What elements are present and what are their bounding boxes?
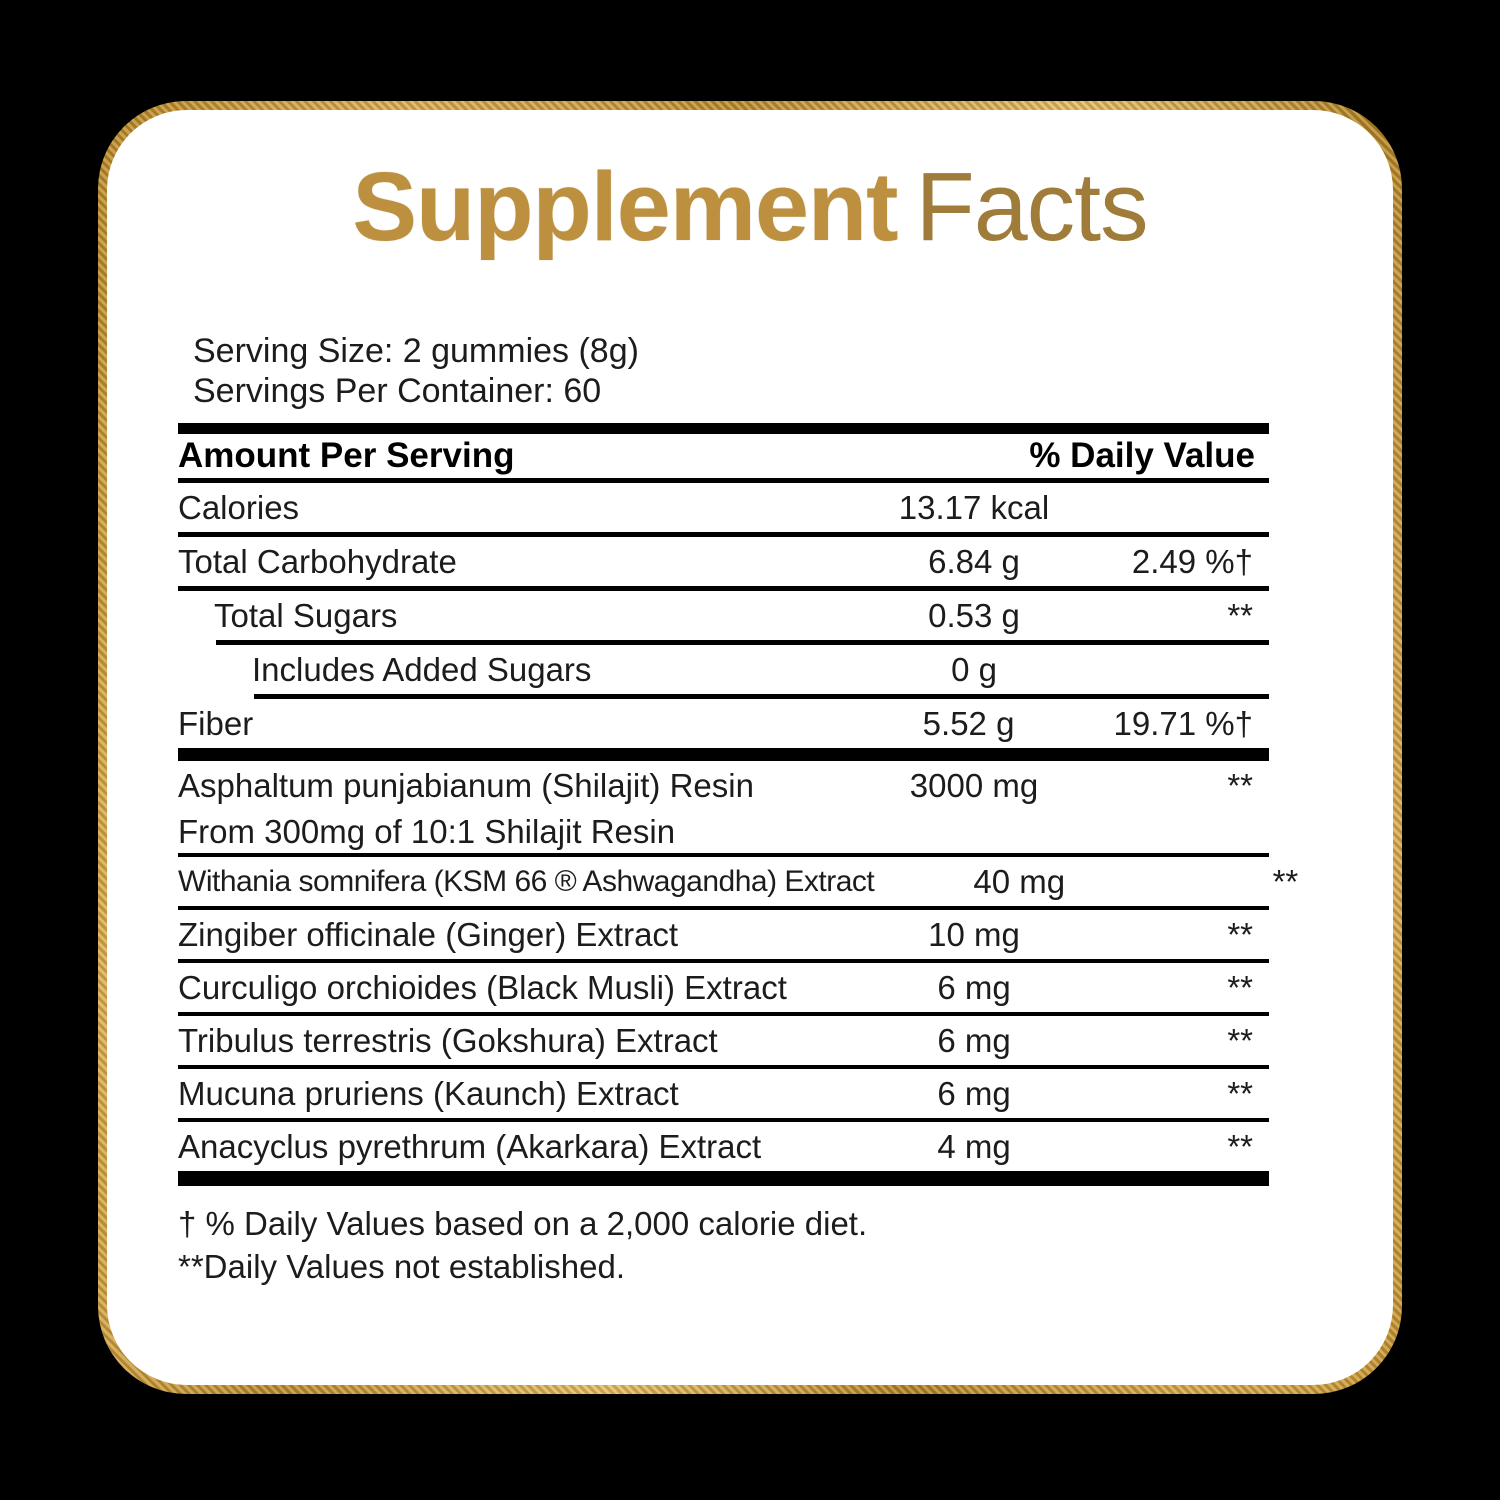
servings-per-container: Servings Per Container: 60 bbox=[193, 372, 602, 410]
nutrient-name: Total Carbohydrate bbox=[178, 542, 457, 580]
nutrient-amount: 6 mg bbox=[937, 1021, 1011, 1059]
nutrient-amount: 6.84 g bbox=[928, 542, 1020, 580]
nutrient-daily-value: ** bbox=[1227, 968, 1253, 1006]
footnote-not-established: **Daily Values not established. bbox=[178, 1248, 625, 1285]
thick-rule-bottom bbox=[178, 1171, 1269, 1186]
nutrient-daily-value: ** bbox=[1227, 596, 1253, 634]
nutrient-name: Fiber bbox=[178, 704, 254, 742]
table-row-ashwagandha bbox=[178, 857, 1299, 906]
nutrient-amount: 10 mg bbox=[928, 915, 1020, 953]
nutrient-daily-value: ** bbox=[1227, 1074, 1253, 1112]
nutrient-daily-value: ** bbox=[1227, 915, 1253, 953]
nutrient-daily-value: ** bbox=[1227, 767, 1253, 804]
table-row-gokshura bbox=[178, 1016, 1269, 1065]
nutrient-name: Tribulus terrestris (Gokshura) Extract bbox=[178, 1021, 718, 1059]
footnotes bbox=[178, 1202, 1393, 1288]
nutrient-amount: 0.53 g bbox=[928, 596, 1020, 634]
serving-info bbox=[193, 331, 1393, 411]
nutrient-amount: 0 g bbox=[951, 650, 997, 688]
table-row-shilajit bbox=[178, 761, 1269, 853]
nutrient-amount: 6 mg bbox=[937, 1074, 1011, 1112]
nutrient-name: Anacyclus pyrethrum (Akarkara) Extract bbox=[178, 1127, 762, 1165]
nutrient-daily-value: 19.71 %† bbox=[1113, 704, 1253, 742]
page-title bbox=[107, 152, 1393, 261]
table-row-black-musli bbox=[178, 963, 1269, 1012]
table-row-fiber bbox=[178, 699, 1269, 748]
footnote-daily-value: † % Daily Values based on a 2,000 calorie diet. bbox=[178, 1205, 868, 1242]
title-word-supplement: Supplement bbox=[352, 152, 898, 261]
supplement-label-card bbox=[107, 110, 1393, 1385]
table-row-ginger bbox=[178, 910, 1269, 959]
nutrient-name: Withania somnifera (KSM 66 ® Ashwagandha) Extract bbox=[178, 864, 875, 898]
nutrient-daily-value: 2.49 %† bbox=[1131, 542, 1253, 580]
nutrient-amount: 4 mg bbox=[937, 1127, 1011, 1165]
thick-rule-mid bbox=[178, 748, 1269, 761]
table-row-akarkara bbox=[178, 1122, 1269, 1171]
nutrient-amount: 13.17 kcal bbox=[898, 488, 1050, 526]
title-word-facts: Facts bbox=[915, 152, 1148, 261]
table-row-total-sugars bbox=[178, 591, 1269, 640]
nutrient-name: Total Sugars bbox=[214, 596, 398, 634]
nutrient-amount: 6 mg bbox=[937, 968, 1011, 1006]
nutrient-amount: 40 mg bbox=[973, 862, 1066, 900]
nutrient-amount: 3000 mg bbox=[909, 767, 1039, 804]
table-row-calories bbox=[178, 483, 1269, 532]
facts-table bbox=[178, 423, 1299, 1186]
nutrient-subtext: From 300mg of 10:1 Shilajit Resin bbox=[178, 813, 676, 850]
serving-size: Serving Size: 2 gummies (8g) bbox=[193, 332, 639, 370]
thick-rule-top bbox=[178, 423, 1269, 434]
table-row-added-sugars bbox=[178, 645, 1269, 694]
nutrient-daily-value: ** bbox=[1272, 862, 1299, 900]
nutrient-name: Includes Added Sugars bbox=[252, 650, 592, 688]
gold-border-frame bbox=[98, 101, 1402, 1394]
nutrient-name: Mucuna pruriens (Kaunch) Extract bbox=[178, 1074, 679, 1112]
table-row-kaunch bbox=[178, 1069, 1269, 1118]
table-row-total-carbohydrate bbox=[178, 537, 1269, 586]
nutrient-daily-value: ** bbox=[1227, 1021, 1253, 1059]
nutrient-daily-value: ** bbox=[1227, 1127, 1253, 1165]
nutrient-name: Asphaltum punjabianum (Shilajit) Resin bbox=[178, 767, 754, 804]
table-header-row bbox=[178, 434, 1269, 478]
nutrient-name: Calories bbox=[178, 488, 300, 526]
nutrient-name: Zingiber officinale (Ginger) Extract bbox=[178, 915, 679, 953]
header-amount-per-serving: Amount Per Serving bbox=[178, 436, 515, 475]
nutrient-amount: 5.52 g bbox=[922, 704, 1015, 742]
header-daily-value: % Daily Value bbox=[1029, 436, 1255, 475]
table-row bbox=[178, 761, 1269, 811]
nutrient-name: Curculigo orchioides (Black Musli) Extract bbox=[178, 968, 787, 1006]
